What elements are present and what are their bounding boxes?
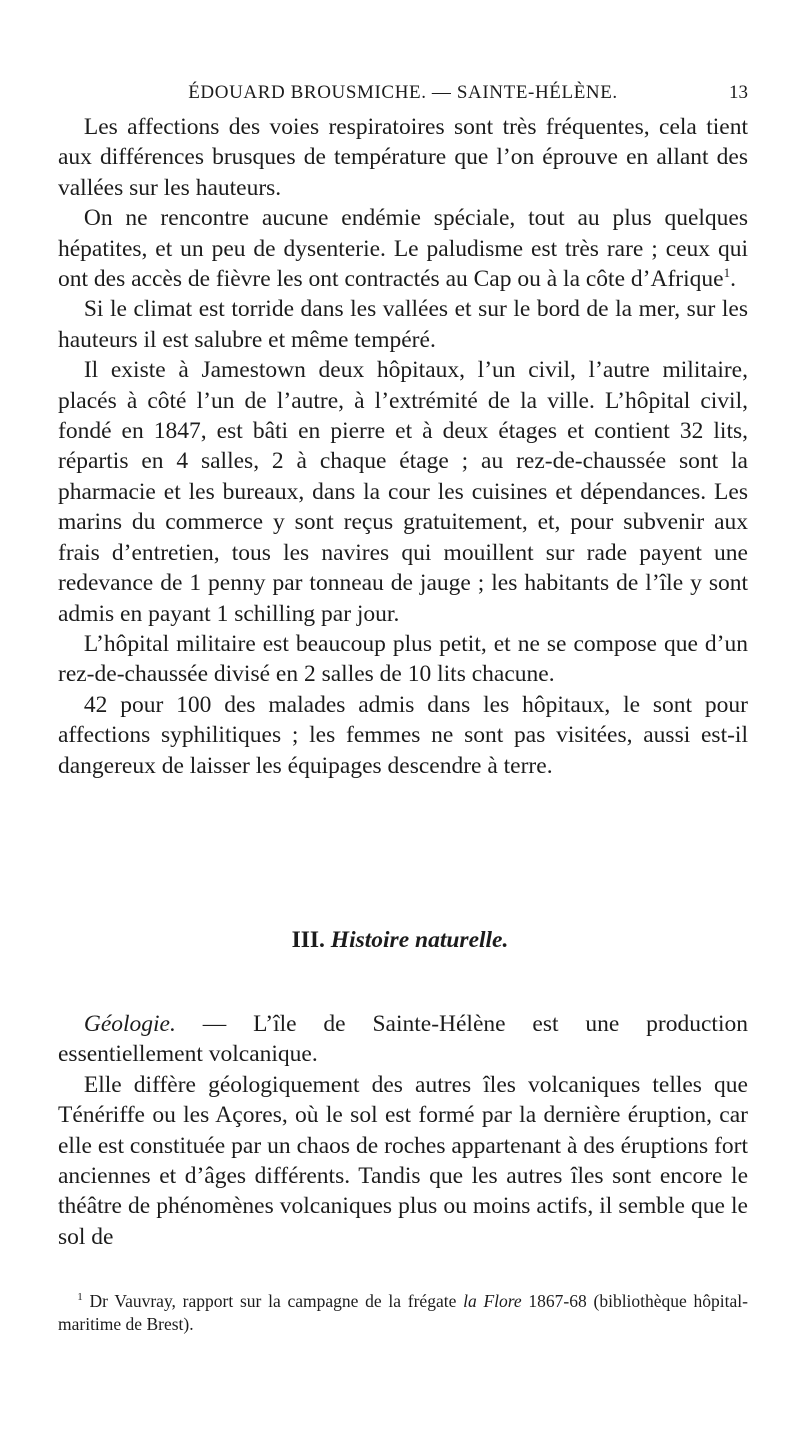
paragraph-syphilis: 42 pour 100 des malades admis dans les hôpitaux, le sont pour affections syphilitiques ; les femmes ne sont pas visitées, aussi est-il dangereux de laisser les équipages descendre à terre.: [58, 691, 748, 779]
footnote-call: 1: [723, 265, 731, 281]
page-number: 13: [729, 82, 748, 103]
section-number: III.: [291, 927, 325, 953]
paragraph-military-hospital: L’hôpital militaire est beaucoup plus petit, et ne se compose que d’un rez-de-chaussée divisé en 2 salles de 10 lits chacune.: [58, 630, 748, 688]
footnote: [58, 1290, 748, 1336]
paragraph-geology-intro: [58, 1009, 748, 1070]
paragraph-respiratory: Les affections des voies respiratoires sont très fréquentes, cela tient aux différences brusques de température que l’on éprouve en allant des vallées sur les hauteurs.: [58, 114, 748, 201]
section-title: Histoire naturelle.: [330, 927, 509, 953]
footnote-text: [58, 1290, 748, 1336]
section-heading: [0, 925, 800, 955]
footnote-before: Dr Vauvray, rapport sur la campagne de la frégate: [82, 1291, 464, 1311]
running-header: [58, 80, 748, 106]
paragraph-endemic-text: On ne rencontre aucune endémie spéciale, tout au plus quelques hépatites, et un peu de dysenterie. Le paludisme est très rare ; ceux qui ont des accès de fièvre les ont contractés au Cap ou à la côte d’Afrique: [58, 205, 748, 293]
geology-lead: Géologie.: [83, 1011, 176, 1037]
running-title: ÉDOUARD BROUSMICHE. — SAINTE-HÉLÈNE.: [188, 82, 618, 103]
geology-text: [58, 1009, 748, 1252]
footnote-after: 1867-68 (bibliothèque hôpital-maritime de Brest).: [58, 1291, 748, 1334]
paragraph-endemic: On ne rencontre aucune endémie spéciale, tout au plus quelques hépatites, et un peu de dysenterie. Le paludisme est très rare ; ceux qui ont des accès de fièvre les ont contractés au Cap ou à la côte d’Afrique$^1$.: [58, 205, 748, 293]
paragraph-climate: Si le climat est torride dans les vallées et sur le bord de la mer, sur les hauteurs il est salubre et même tempéré.: [58, 296, 748, 353]
geology-lead-rest: — L’île de Sainte-Hélène est une production essentiellement volcanique.: [58, 1011, 748, 1068]
main-text: [58, 112, 748, 781]
paragraph-geology: Elle diffère géologiquement des autres îles volcaniques telles que Ténériffe ou les Açores, où le sol est formé par la dernière éruption, car elle est constituée par un chaos de roches appartenant à des éruptions fort anciennes et d’âges différents. Tandis que les autres îles sont encore le théâtre de phénomènes volcaniques plus ou moins actifs, il semble que le sol de: [58, 1071, 748, 1250]
footnote-ship-name: la Flore: [463, 1291, 522, 1311]
footnote-mark: 1: [77, 1291, 83, 1304]
paragraph-hospitals: Il existe à Jamestown deux hôpitaux, l’un civil, l’autre militaire, placés à côté l’un de l’autre, à l’extrémité de la ville. L’hôpital civil, fondé en 1847, est bâti en pierre et à deux étages et contient 32 lits, répartis en 4 salles, 2 à chaque étage ; au rez-de-chaussée sont la pharmacie et les bureaux, dans la cour les cuisines et dépendances. Les marins du commerce y sont reçus gratuitement, et, pour subvenir aux frais d’entretien, tous les navires qui mouillent sur rade payent une redevance de 1 penny par tonneau de jauge ; les habitants de l’île y sont admis en payant 1 schilling par jour.: [58, 357, 748, 627]
